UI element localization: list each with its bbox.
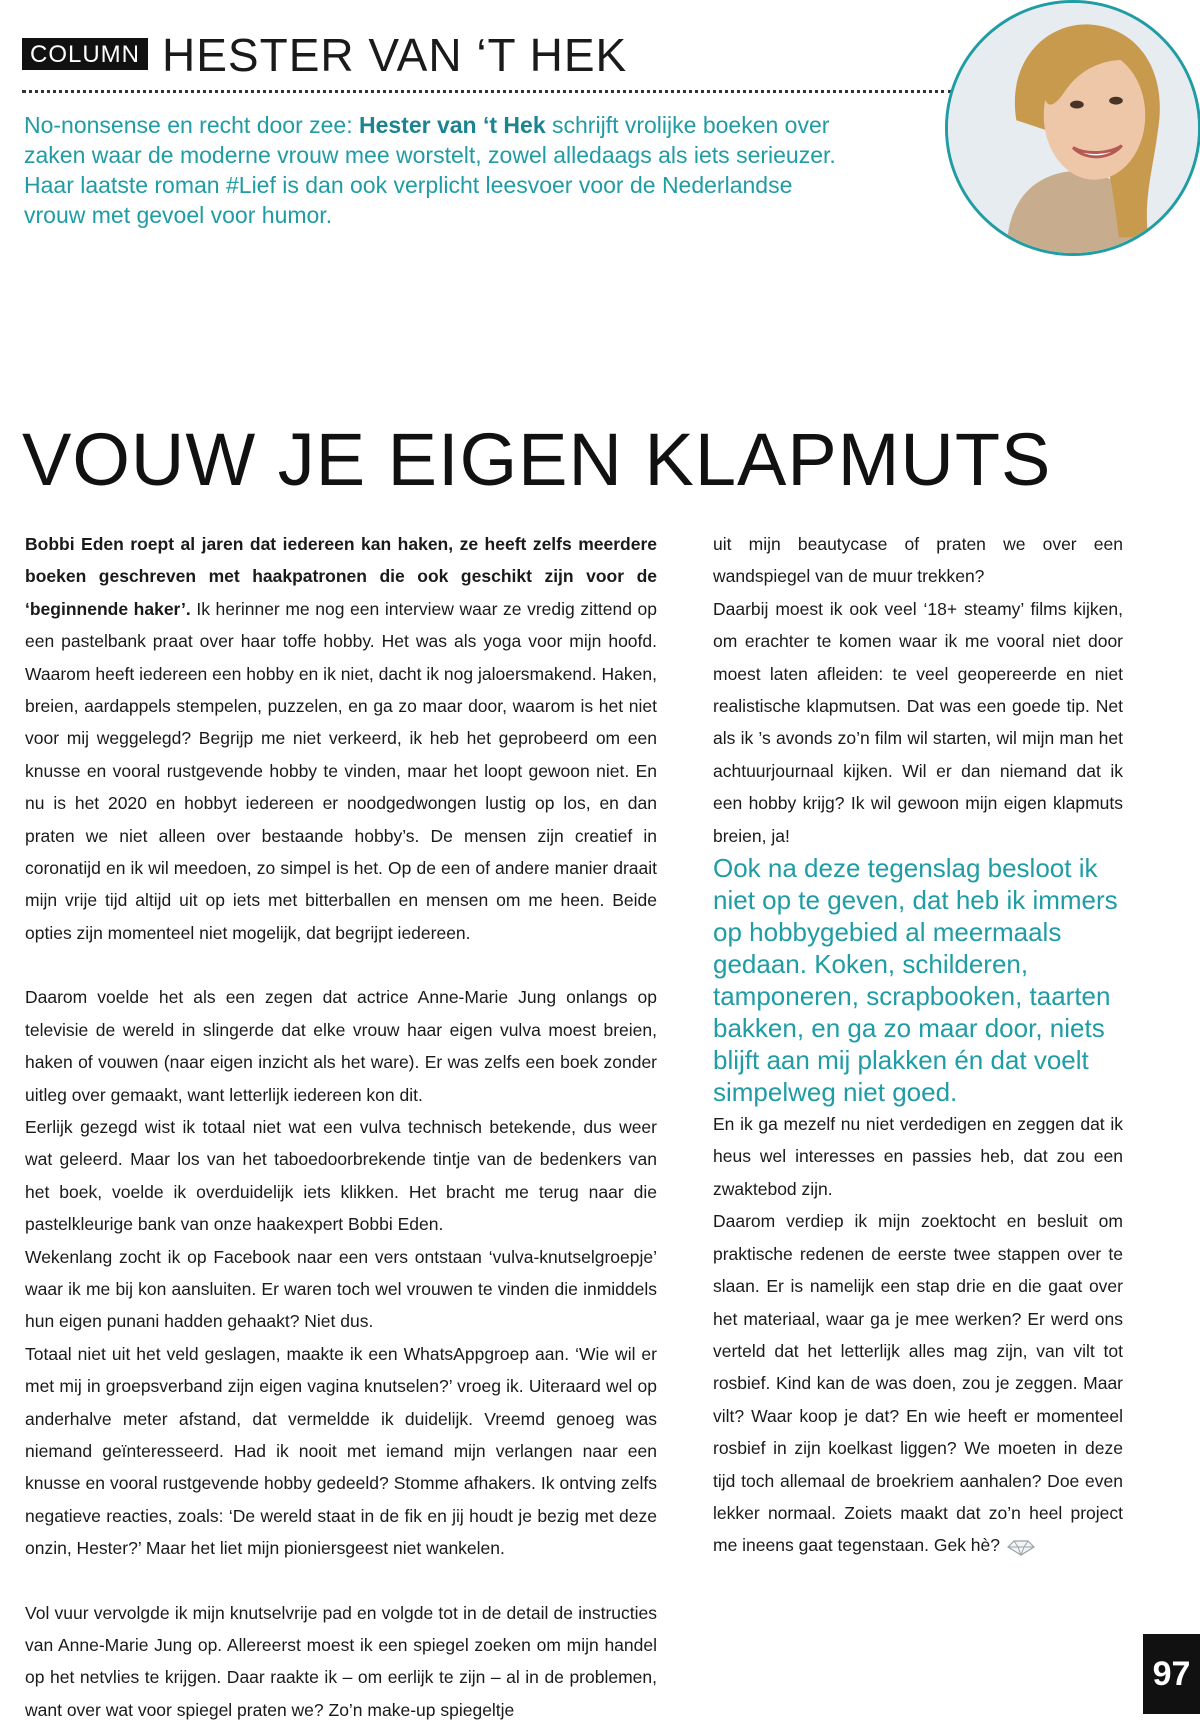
paragraph-1 (25, 528, 657, 949)
column-header (22, 29, 952, 81)
pull-quote: Ook na deze tegenslag besloot ik niet op te geven, dat heb ik immers op hobbygebied al meermaals gedaan. Koken, schilderen, tamponeren, scrapbooken, taarten bakken, en ga zo maar door, niets blijft aan mij plakken én dat voelt simpelweg niet goed. (713, 853, 1118, 1108)
paragraph-spacer (25, 1565, 657, 1597)
dotted-divider (22, 90, 952, 93)
paragraph-4: Wekenlang zocht ik op Facebook naar een vers ontstaan ‘vulva-knutselgroepje’ waar ik me bij kon aansluiten. Er waren toch wel vrouwen te vinden die inmiddels hun eigen punani hadden gehaakt? Niet dus. (25, 1246, 657, 1332)
author-portrait (945, 0, 1200, 256)
author-intro (24, 110, 854, 230)
author-name: HESTER VAN ‘T HEK (162, 29, 628, 81)
paragraph-10 (713, 1205, 1123, 1561)
page-number: 97 (1143, 1634, 1200, 1714)
paragraph-5: Totaal niet uit het veld geslagen, maakte ik een WhatsAppgroep aan. ‘Wie wil er met mij in groepsverband zijn eigen vagina knutselen?’ vroeg ik. Uiteraard wel op anderhalve meter afstand, dat vermeldde ik duidelijk. Vreemd genoeg was niemand geïnteresseerd. Had ik nooit met iemand mijn verlangen naar een knusse en vooral rustgevende hobby gedeeld? Stomme afhakers. Ik ontving zelfs negatieve reacties, zoals: ‘De wereld staat in de fik en jij houdt je bezig met deze onzin, Hester?’ Maar het liet mijn pioniersgeest niet wankelen. (25, 1343, 657, 1559)
paragraph-3: Eerlijk gezegd wist ik totaal niet wat een vulva technisch betekende, dus weer wat geleerd. Maar los van het taboedoorbrekende tintje van de bedenkers van het boek, voelde ik overduidelijk iets klikken. Het bracht me terug naar die pastelkleurige bank van onze haakexpert Bobbi Eden. (25, 1116, 657, 1235)
article-column-left (25, 528, 657, 1726)
portrait-illustration (948, 3, 1198, 253)
paragraph-9: En ik ga mezelf nu niet verdedigen en zeggen dat ik heus wel interesses en passies heb, dat zou een zwaktebod zijn. (713, 1114, 1123, 1199)
intro-author-bold: Hester van ‘t Hek (358, 112, 546, 138)
intro-text-before: No-nonsense en recht door zee: (24, 112, 359, 138)
paragraph-1-rest: Ik herinner me nog een interview waar ze vredig zittend op een pastelbank praat over haar toffe hobby. Het was als yoga voor mijn hoofd. Waarom heeft iedereen een hobby en ik niet, dacht ik nog jaloersmakend. Haken, breien, aardappels stempelen, puzzelen, en ga zo maar door, waarom is het niet voor mij weggelegd? Begrijp me niet verkeerd, ik heb het geprobeerd om een knusse en vooral rustgevende hobby te vinden, maar het loopt gewoon niet. En nu is het 2020 en hobbyt iedereen er noodgedwongen lustig op los, en dan praten we niet alleen over bestaande hobby’s. De mensen zijn creatief in coronatijd en ik wil meedoen, zo simpel is het. Op de een of andere manier draait mijn vrije tijd altijd uit op iets met bitterballen en mensen om me heen. Beide opties zijn momenteel niet mogelijk, dat begrijpt iedereen. (25, 598, 657, 943)
lead-text: Bobbi Eden roept al jaren dat iedereen kan haken, ze heeft zelfs meerdere boeken geschreven met haakpatronen die ook geschikt zijn voor de ‘beginnende haker’. (25, 534, 657, 619)
article-headline: VOUW JE EIGEN KLAPMUTS (22, 418, 1052, 501)
paragraph-7: uit mijn beautycase of praten we over een wandspiegel van de muur trekken? (713, 534, 1123, 587)
intro-text-after: schrijft vrolijke boeken over zaken waar de moderne vrouw mee worstelt, zowel alledaags als iets serieuzer. Haar laatste roman #Lief is dan ook verplicht leesvoer voor de Nederlandse vrouw met gevoel voor humor. (24, 112, 836, 228)
article-column-right (713, 528, 1123, 1562)
paragraph-8: Daarbij moest ik ook veel ‘18+ steamy’ films kijken, om erachter te komen waar ik me vooral niet door moest laten afleiden: te veel geopereerde en niet realistische klapmutsen. Dat was een goede tip. Net als ik ’s avonds zo’n film wil starten, wil mijn man het achtuurjournaal kijken. Wil er dan niemand dat ik een hobby krijg? Ik wil gewoon mijn eigen klapmuts breien, ja! (713, 598, 1123, 846)
end-mark-icon (1006, 1538, 1036, 1556)
paragraph-spacer (25, 949, 657, 981)
paragraph-10-text: Daarom verdiep ik mijn zoektocht en besluit om praktische redenen de eerste twee stappen over te slaan. Er is namelijk een stap drie en die gaat over het materiaal, waar ga je mee werken? Er werd ons verteld dat het letterlijk alles mag zijn, van vilt tot rosbief. Kind kan de was doen, zou je zeggen. Maar vilt? Waar koop je dat? En wie heeft er momenteel rosbief in zijn koelkast liggen? We moeten in deze tijd toch allemaal de broekriem aanhalen? Doe even lekker normaal. Zoiets maakt dat zo’n heel project me ineens gaat tegenstaan. Gek hè? (713, 1211, 1123, 1556)
paragraph-6: Vol vuur vervolgde ik mijn knutselvrije pad en volgde tot in de detail de instructies van Anne-Marie Jung op. Allereerst moest ik een spiegel zoeken om mijn handel op het netvlies te krijgen. Daar raakte ik – om eerlijk te zijn – al in de problemen, want over wat voor spiegel praten we? Zo’n make-up spiegeltje (25, 1602, 657, 1720)
column-badge: COLUMN (22, 38, 148, 70)
paragraph-2: Daarom voelde het als een zegen dat actrice Anne-Marie Jung onlangs op televisie de wereld in slingerde dat elke vrouw haar eigen vulva moest breien, haken of vouwen (naar eigen inzicht als het ware). Er was zelfs een boek zonder uitleg over gemaakt, want letterlijk iedereen kon dit. (25, 987, 657, 1105)
